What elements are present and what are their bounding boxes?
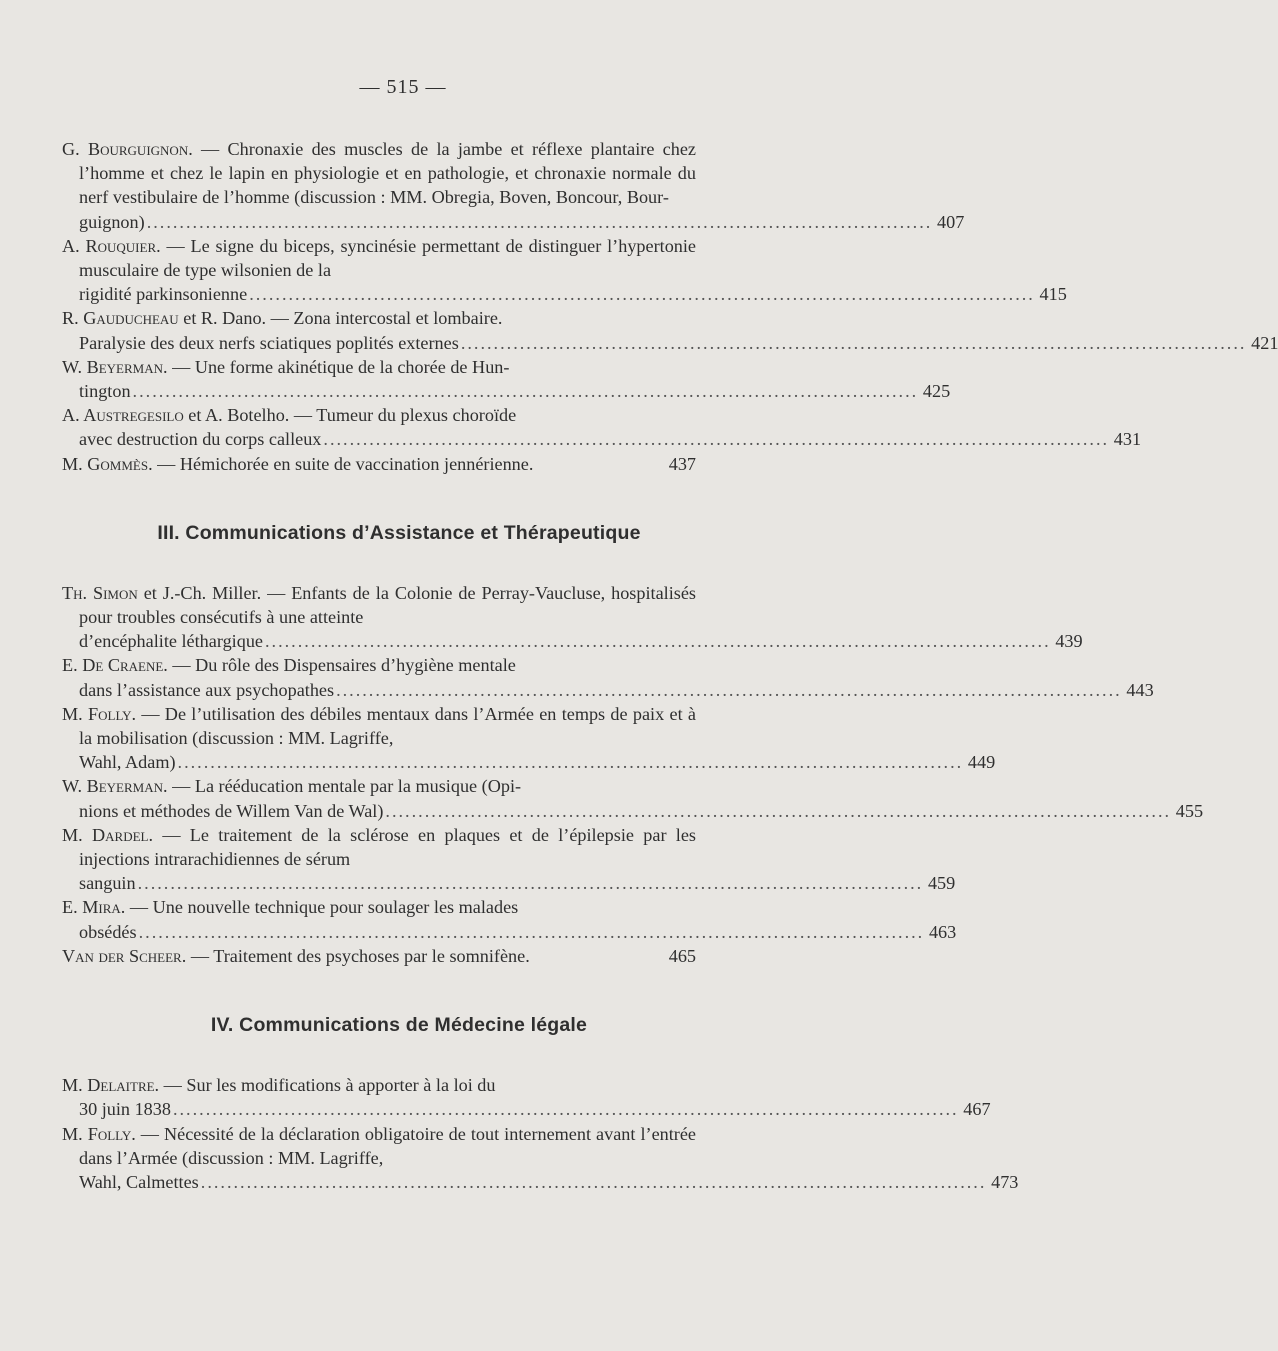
entry-title-end: rigidité parkinsonienne xyxy=(79,284,248,305)
entry-title: M. Dardel. — Le traitement de la sclérose en plaques et de l’épilepsie par les injections intrarachidiennes de sérum xyxy=(62,824,696,870)
dot-leader: ........................................................................................................................ xyxy=(336,679,1122,700)
entry-author: M. Folly. xyxy=(62,703,137,724)
toc-entry xyxy=(62,355,951,403)
entry-title-end: 30 juin 1838 xyxy=(79,1099,171,1120)
entry-title-end: Paralysie des deux nerfs sciatiques poplités externes xyxy=(79,332,459,353)
entry-author: Th. Simon xyxy=(62,582,138,603)
dot-leader: ........................................................................................................................ xyxy=(323,429,1110,450)
entry-title-end: Wahl, Calmettes xyxy=(79,1171,199,1192)
toc-entry xyxy=(62,306,1278,354)
entry-title-end: obsédés xyxy=(79,921,137,942)
entry-last-line xyxy=(62,452,696,476)
entry-last-line xyxy=(79,1170,1019,1194)
section-heading: III. Communications d’Assistance et Thérapeutique xyxy=(157,521,641,544)
entry-page-number: 455 xyxy=(1175,800,1204,821)
toc-entry xyxy=(62,895,957,943)
dot-leader: ........................................................................................................................ xyxy=(177,752,964,773)
page-number: — 515 — xyxy=(359,76,447,98)
entry-title: M. Folly. — De l’utilisation des débiles mentaux dans l’Armée en temps de paix et à la mobilisation (discussion : MM. Lagriffe, xyxy=(62,703,696,749)
entry-title: Th. Simon et J.-Ch. Miller. — Enfants de la Colonie de Perray-Vaucluse, hospitalisés pour troubles consécutifs à une atteinte xyxy=(62,582,696,628)
toc-section xyxy=(62,137,1278,476)
entry-last-line xyxy=(79,629,1083,653)
toc-entry-list xyxy=(62,581,1204,968)
toc-entry xyxy=(62,137,965,234)
entry-author: G. Bourguignon. xyxy=(62,139,193,159)
section-heading: IV. Communications de Médecine légale xyxy=(210,1014,588,1037)
entry-author: A. Rouquier. xyxy=(62,235,161,256)
entry-page-number: 407 xyxy=(937,211,965,232)
entry-author: Van der Scheer. xyxy=(62,945,187,966)
entry-title-end: d’encéphalite léthargique xyxy=(79,631,263,652)
entry-author: W. Beyerman. xyxy=(62,776,168,797)
toc-entry xyxy=(62,944,696,968)
toc-entry xyxy=(62,702,996,775)
entry-title-end: M. Gommès. — Hémichorée en suite de vaccination jennérienne. xyxy=(62,453,534,474)
dot-leader: ........................................................................................................................ xyxy=(172,1099,959,1120)
entry-title-end: Wahl, Adam) xyxy=(79,752,176,773)
entry-page-number: 463 xyxy=(928,921,957,942)
entry-title-end: dans l’assistance aux psychopathes xyxy=(79,679,335,700)
entry-title-end: tington xyxy=(79,381,131,402)
toc-section xyxy=(62,521,1204,968)
entry-title-end: guignon) xyxy=(79,211,145,232)
entry-page-number: 431 xyxy=(1113,429,1142,450)
toc-entry xyxy=(62,653,1154,701)
toc-entry xyxy=(62,1122,1019,1195)
entry-last-line xyxy=(79,379,951,403)
entry-page-number: 421 xyxy=(1251,332,1278,353)
entry-title: A. Rouquier. — Le signe du biceps, syncinésie permettant de distinguer l’hypertonie musculaire de type wilsonien de la xyxy=(62,235,697,281)
entry-title: M. Folly. — Nécessité de la déclaration obligatoire de tout internement avant l’entrée dans l’Armée (discussion : MM. Lagriffe, xyxy=(62,1123,696,1168)
entry-author: E. De Craene. xyxy=(62,655,168,676)
entry-title: M. Delaitre. — Sur les modifications à apporter à la loi du xyxy=(62,1075,496,1096)
entry-page-number: 465 xyxy=(668,945,696,966)
entry-author: M. Delaitre. xyxy=(62,1075,160,1096)
dot-leader: ........................................................................................................................ xyxy=(138,921,925,942)
dot-leader: ........................................................................................................................ xyxy=(460,332,1247,353)
entry-author: M. Dardel. xyxy=(62,824,154,845)
entry-last-line xyxy=(79,799,1204,823)
entry-last-line xyxy=(62,944,696,968)
entry-title: E. Mira. — Une nouvelle technique pour soulager les malades xyxy=(62,897,519,918)
entry-last-line xyxy=(79,871,956,895)
toc-entry xyxy=(62,452,696,476)
entry-last-line xyxy=(79,750,996,774)
entry-last-line xyxy=(79,427,1142,451)
entry-page-number: 449 xyxy=(967,752,996,773)
table-of-contents xyxy=(62,137,1278,1194)
entry-author: W. Beyerman. xyxy=(62,356,168,377)
dot-leader: ........................................................................................................................ xyxy=(200,1171,987,1192)
entry-title-end: nions et méthodes de Willem Van de Wal) xyxy=(79,800,384,821)
entry-title-end: Van der Scheer. — Traitement des psychoses par le somnifène. xyxy=(62,945,530,966)
entry-page-number: 415 xyxy=(1039,284,1067,305)
entry-author: A. Austregesilo xyxy=(62,405,184,426)
entry-title: A. Austregesilo et A. Botelho. — Tumeur du plexus choroïde xyxy=(62,405,517,426)
entry-page-number: 473 xyxy=(991,1171,1019,1192)
toc-entry xyxy=(62,234,1067,307)
toc-entry-list xyxy=(62,1073,1019,1194)
entry-page-number: 425 xyxy=(922,381,951,402)
entry-last-line xyxy=(79,210,965,234)
entry-author: M. Folly. xyxy=(62,1123,136,1144)
entry-title: R. Gauducheau et R. Dano. — Zona intercostal et lombaire. xyxy=(62,308,503,329)
entry-page-number: 437 xyxy=(668,453,696,474)
entry-page-number: 439 xyxy=(1055,631,1083,652)
toc-entry xyxy=(62,403,1142,451)
entry-last-line xyxy=(79,920,957,944)
toc-entry xyxy=(62,581,1083,654)
entry-page-number: 443 xyxy=(1126,679,1154,700)
entry-last-line xyxy=(79,331,1278,355)
entry-title: E. De Craene. — Du rôle des Dispensaires d’hygiène mentale xyxy=(62,655,516,676)
entry-page-number: 459 xyxy=(927,873,956,894)
toc-section xyxy=(62,1014,1019,1194)
entry-title-end: avec destruction du corps calleux xyxy=(79,429,322,450)
dot-leader: ........................................................................................................................ xyxy=(249,284,1035,305)
entry-author: R. Gauducheau xyxy=(62,308,179,329)
entry-author: E. Mira. xyxy=(62,897,126,918)
dot-leader: ........................................................................................................................ xyxy=(146,211,933,232)
entry-page-number: 467 xyxy=(963,1099,991,1120)
dot-leader: ........................................................................................................................ xyxy=(137,873,924,894)
entry-author: M. Gommès. xyxy=(62,453,153,474)
toc-entry-list xyxy=(62,137,1278,476)
dot-leader: ........................................................................................................................ xyxy=(264,631,1051,652)
entry-title: W. Beyerman. — La rééducation mentale par la musique (Opi- xyxy=(62,776,522,797)
entry-title: G. Bourguignon. — Chronaxie des muscles de la jambe et réflexe plantaire chez l’homme et chez le lapin en physiologie et en pathologie, et chronaxie normale du nerf vestibulaire de l’homme (discussion : MM. Obregia, Boven, Boncour, Bour- xyxy=(62,139,696,208)
toc-entry xyxy=(62,1073,991,1121)
toc-entry xyxy=(62,823,956,896)
dot-leader: ........................................................................................................................ xyxy=(132,381,919,402)
dot-leader: ........................................................................................................................ xyxy=(385,800,1172,821)
entry-last-line xyxy=(79,282,1067,306)
entry-title: W. Beyerman. — Une forme akinétique de la chorée de Hun- xyxy=(62,356,510,377)
entry-last-line xyxy=(79,1097,991,1121)
toc-entry xyxy=(62,774,1204,822)
entry-last-line xyxy=(79,678,1154,702)
entry-title-end: sanguin xyxy=(79,873,136,894)
